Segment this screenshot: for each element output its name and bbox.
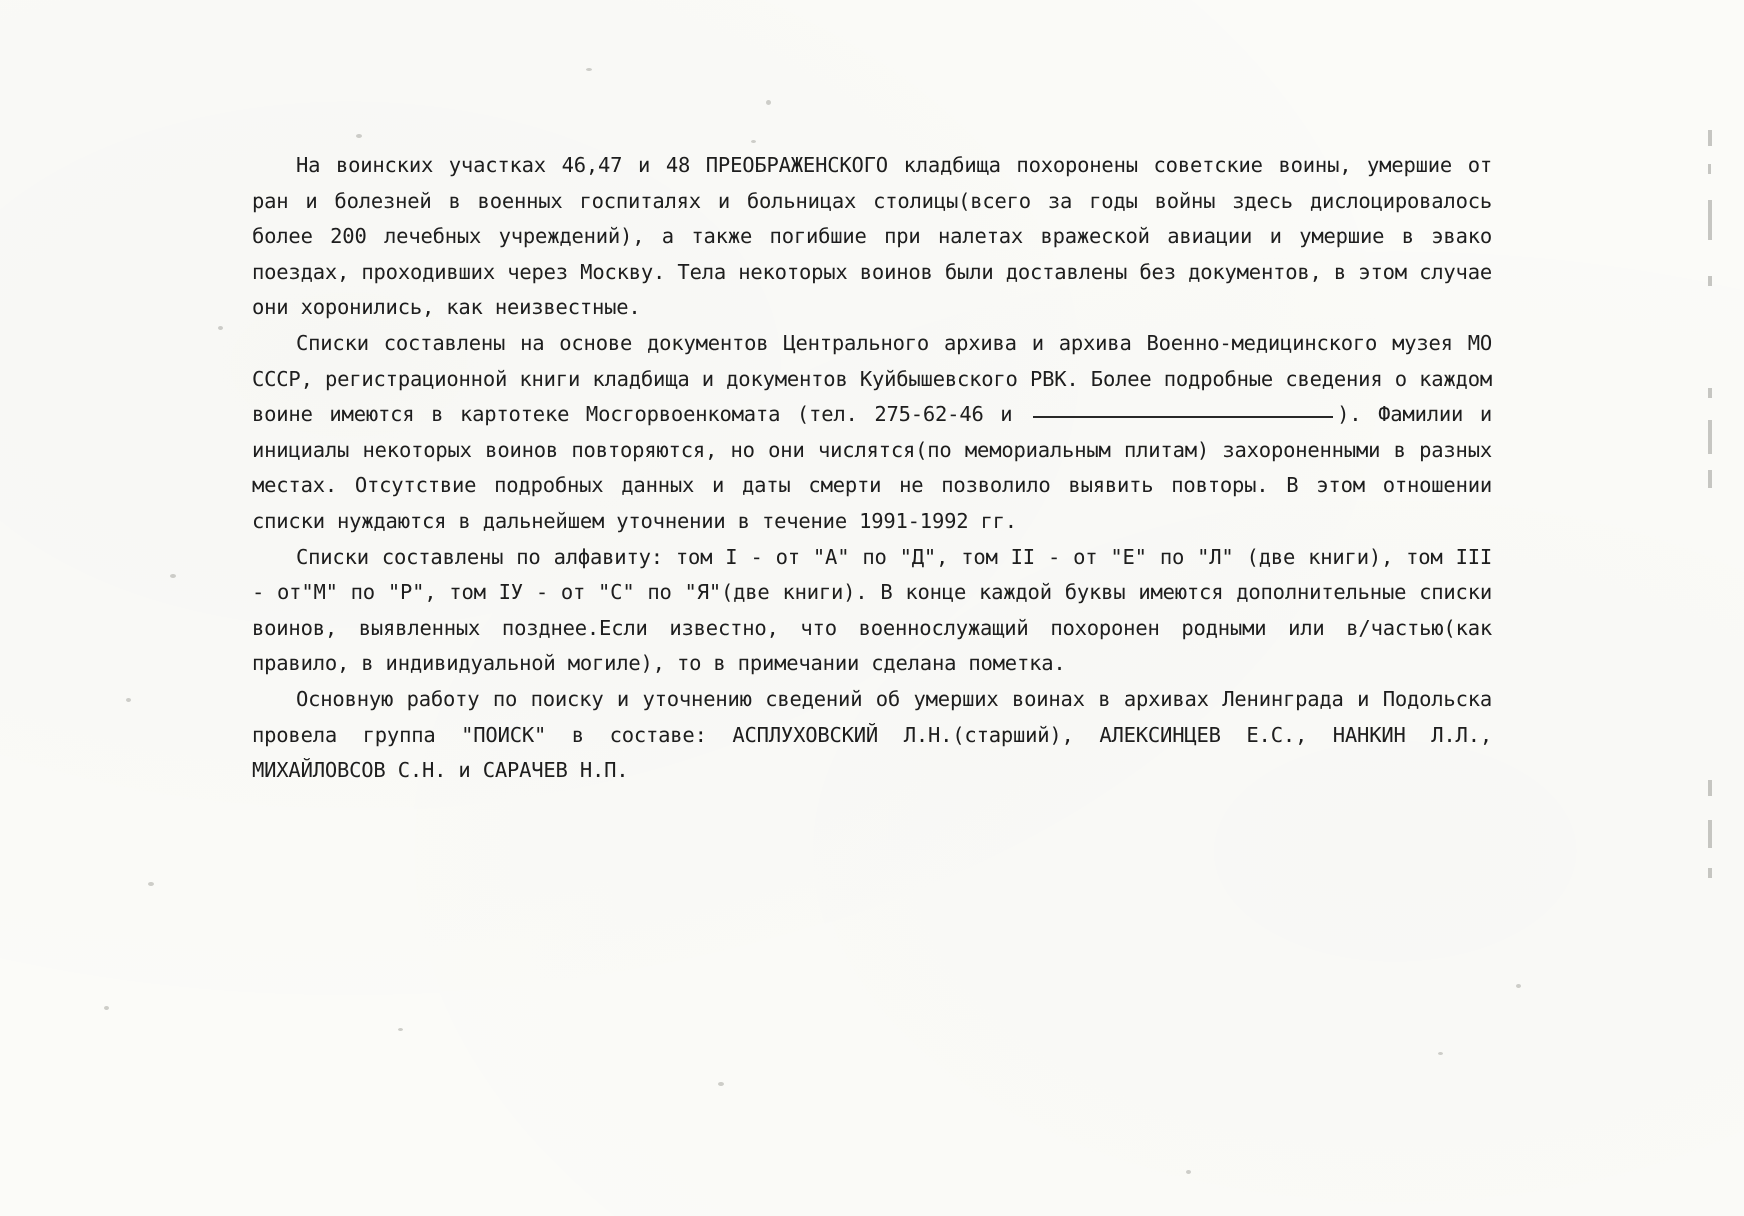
paragraph-2-text-before-blank: Списки составлены на основе документов Центрального архива и архива Военно-медицинского музея МО СССР, регистрационной книги кладбища и документов Куйбышевского РВК. Более подробные сведения о каждом воине имеются в картотеке Мосгорвоенкомата (тел. 275-62-46 и <box>252 330 1492 427</box>
scan-speck <box>148 882 154 886</box>
scan-dash <box>1708 820 1712 848</box>
scan-speck <box>356 134 362 138</box>
paragraph-1: На воинских участках 46,47 и 48 ПРЕОБРАЖЕНСКОГО кладбища похоронены советские воины, умершие от ран и болезней в военных госпиталях и больницах столицы(всего за годы войны здесь дислоцировалось более 200 лечебных учреждений), а также погибшие при налетах вражеской авиации и умершие в эвако поездах, проходивших через Москву. Тела некоторых воинов были доставлены без документов, в этом случае они хоронились, как неизвестные. <box>252 153 1492 320</box>
scan-dash <box>1708 276 1712 286</box>
scan-dash <box>1708 420 1712 454</box>
scan-speck <box>1186 1170 1191 1174</box>
fill-in-blank-line <box>1033 416 1333 418</box>
scan-dash <box>1708 868 1712 878</box>
paragraph-4: Основную работу по поиску и уточнению сведений об умерших воинах в архивах Ленинграда и Подольска провела группа "ПОИСК" в составе: АСПЛУХОВСКИЙ Л.Н.(старший), АЛЕКСИНЦЕВ Е.С., НАНКИН Л.Л., МИХАЙЛОВСОВ С.Н. и САРАЧЕВ Н.П. <box>252 686 1492 783</box>
scan-edge-artifacts <box>1704 120 1716 1060</box>
scan-speck <box>586 68 592 71</box>
scan-speck <box>1438 1052 1443 1055</box>
paragraph-2 <box>252 326 1492 540</box>
scan-dash <box>1708 200 1712 240</box>
scan-dash <box>1708 130 1712 146</box>
scan-speck <box>126 698 131 702</box>
scan-speck <box>170 574 176 578</box>
scan-speck <box>766 100 771 105</box>
scan-dash <box>1708 388 1712 398</box>
scan-speck <box>718 1082 724 1086</box>
paragraph-2-text-after-blank: ). Фамилии и инициалы некоторых воинов повторяются, но они числятся(по мемориальным плитам) захороненными в разных местах. Отсутствие подробных данных и даты смерти не позволило выявить повторы. В этом отношении списки нуждаются в дальнейшем уточнении в течение 1991-1992 гг. <box>252 402 1492 533</box>
scan-dash <box>1708 780 1712 796</box>
scan-speck <box>1516 984 1521 988</box>
paragraph-3: Списки составлены по алфавиту: том I - от "А" по "Д", том II - от "Е" по "Л" (две книги), том III - от"М" по "Р", том IУ - от "С" по "Я"(две книги). В конце каждой буквы имеются дополнительные списки воинов, выявленных позднее.Если известно, что военнослужащий похоронен родными или в/частью(как правило, в индивидуальной могиле), то в примечании сделана пометка. <box>252 544 1492 676</box>
scan-speck <box>104 1006 109 1010</box>
scan-dash <box>1708 164 1711 174</box>
scan-dash <box>1708 470 1712 488</box>
scan-speck <box>218 326 223 330</box>
scan-speck <box>751 140 756 143</box>
document-body <box>252 148 1492 789</box>
scan-speck <box>398 1028 403 1031</box>
